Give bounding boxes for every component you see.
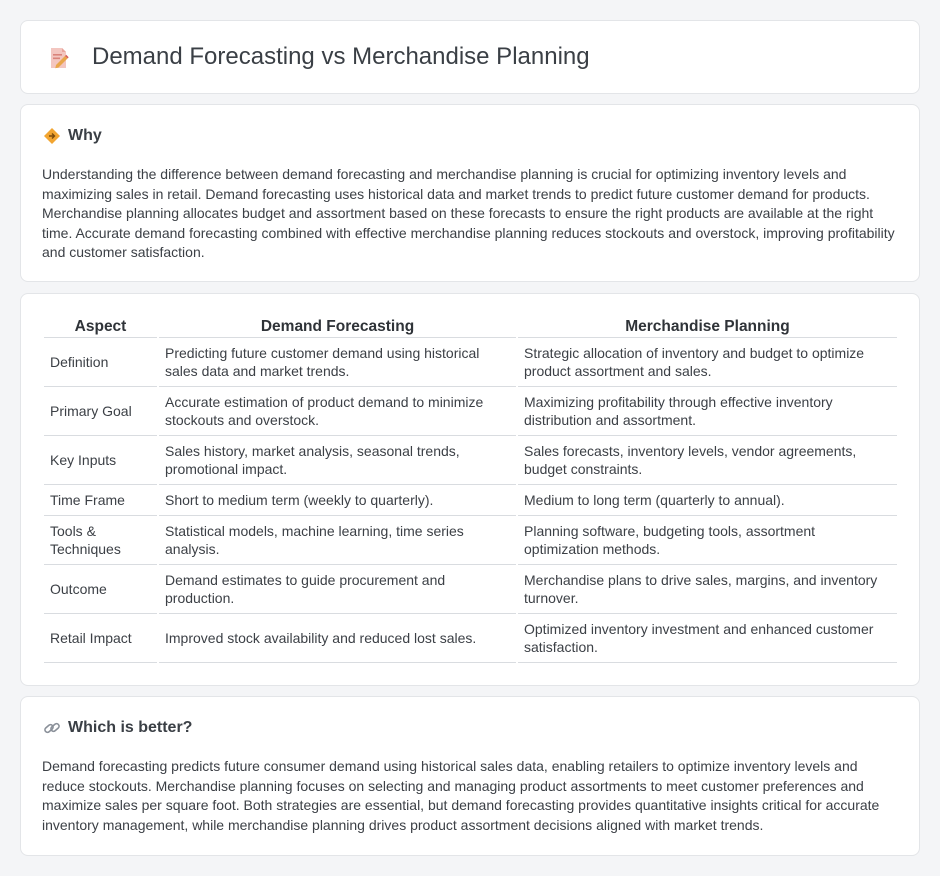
table-row — [44, 614, 897, 663]
merchandise-planning-cell: Sales forecasts, inventory levels, vendor agreements, budget constraints. — [518, 436, 897, 485]
demand-forecasting-cell: Predicting future customer demand using historical sales data and market trends. — [159, 338, 516, 387]
demand-forecasting-cell: Short to medium term (weekly to quarterly). — [159, 485, 516, 516]
table-row — [44, 565, 897, 614]
why-text: Understanding the difference between demand forecasting and merchandise planning is crucial for optimizing inventory levels and maximizing sales in retail. Demand forecasting uses historical data and market trends to predict future customer demand for products. Merchandise planning allocates budget and assortment based on these forecasts to ensure the right products are available at the right time. Accurate demand forecasting combined with effective merchandise planning reduces stockouts and overstock, improving profitability and customer satisfaction. — [42, 166, 895, 260]
table-row — [44, 516, 897, 565]
document-pencil-icon — [47, 46, 71, 70]
aspect-cell: Primary Goal — [44, 387, 157, 436]
aspect-cell: Definition — [44, 338, 157, 387]
comparison-table — [42, 316, 899, 663]
header-aspect: Aspect — [44, 316, 157, 338]
link-icon — [43, 719, 61, 737]
why-section — [20, 104, 920, 282]
demand-forecasting-cell: Demand estimates to guide procurement and production. — [159, 565, 516, 614]
merchandise-planning-cell: Medium to long term (quarterly to annual). — [518, 485, 897, 516]
demand-forecasting-cell: Accurate estimation of product demand to minimize stockouts and overstock. — [159, 387, 516, 436]
aspect-cell: Time Frame — [44, 485, 157, 516]
table-header-row — [44, 316, 897, 338]
merchandise-planning-cell: Merchandise plans to drive sales, margins, and inventory turnover. — [518, 565, 897, 614]
demand-forecasting-cell: Statistical models, machine learning, time series analysis. — [159, 516, 516, 565]
merchandise-planning-cell: Planning software, budgeting tools, assortment optimization methods. — [518, 516, 897, 565]
demand-forecasting-cell: Improved stock availability and reduced lost sales. — [159, 614, 516, 663]
header-merchandise-planning: Merchandise Planning — [518, 316, 897, 338]
page-title: Demand Forecasting vs Merchandise Planning — [92, 43, 590, 70]
aspect-cell: Outcome — [44, 565, 157, 614]
table-row — [44, 485, 897, 516]
header-card — [20, 20, 920, 94]
better-heading — [43, 719, 192, 737]
merchandise-planning-cell: Strategic allocation of inventory and budget to optimize product assortment and sales. — [518, 338, 897, 387]
table-row — [44, 436, 897, 485]
which-is-better-section — [20, 696, 920, 856]
comparison-section — [20, 293, 920, 686]
aspect-cell: Key Inputs — [44, 436, 157, 485]
why-title: Why — [68, 127, 102, 144]
aspect-cell: Retail Impact — [44, 614, 157, 663]
better-text: Demand forecasting predicts future consumer demand using historical sales data, enabling retailers to optimize inventory levels and reduce stockouts. Merchandise planning focuses on selecting and managing product assortments to meet customer preferences and maximize sales per square foot. Both strategies are essential, but demand forecasting provides quantitative insights critical for accurate inventory management, while merchandise planning drives product assortment decisions aligned with market trends. — [42, 758, 880, 833]
header-demand-forecasting: Demand Forecasting — [159, 316, 516, 338]
table-row — [44, 387, 897, 436]
aspect-cell: Tools & Techniques — [44, 516, 157, 565]
better-title: Which is better? — [68, 719, 193, 736]
diamond-sign-icon — [43, 127, 61, 145]
why-heading — [43, 127, 102, 145]
demand-forecasting-cell: Sales history, market analysis, seasonal trends, promotional impact. — [159, 436, 516, 485]
merchandise-planning-cell: Maximizing profitability through effective inventory distribution and assortment. — [518, 387, 897, 436]
merchandise-planning-cell: Optimized inventory investment and enhanced customer satisfaction. — [518, 614, 897, 663]
table-row — [44, 338, 897, 387]
